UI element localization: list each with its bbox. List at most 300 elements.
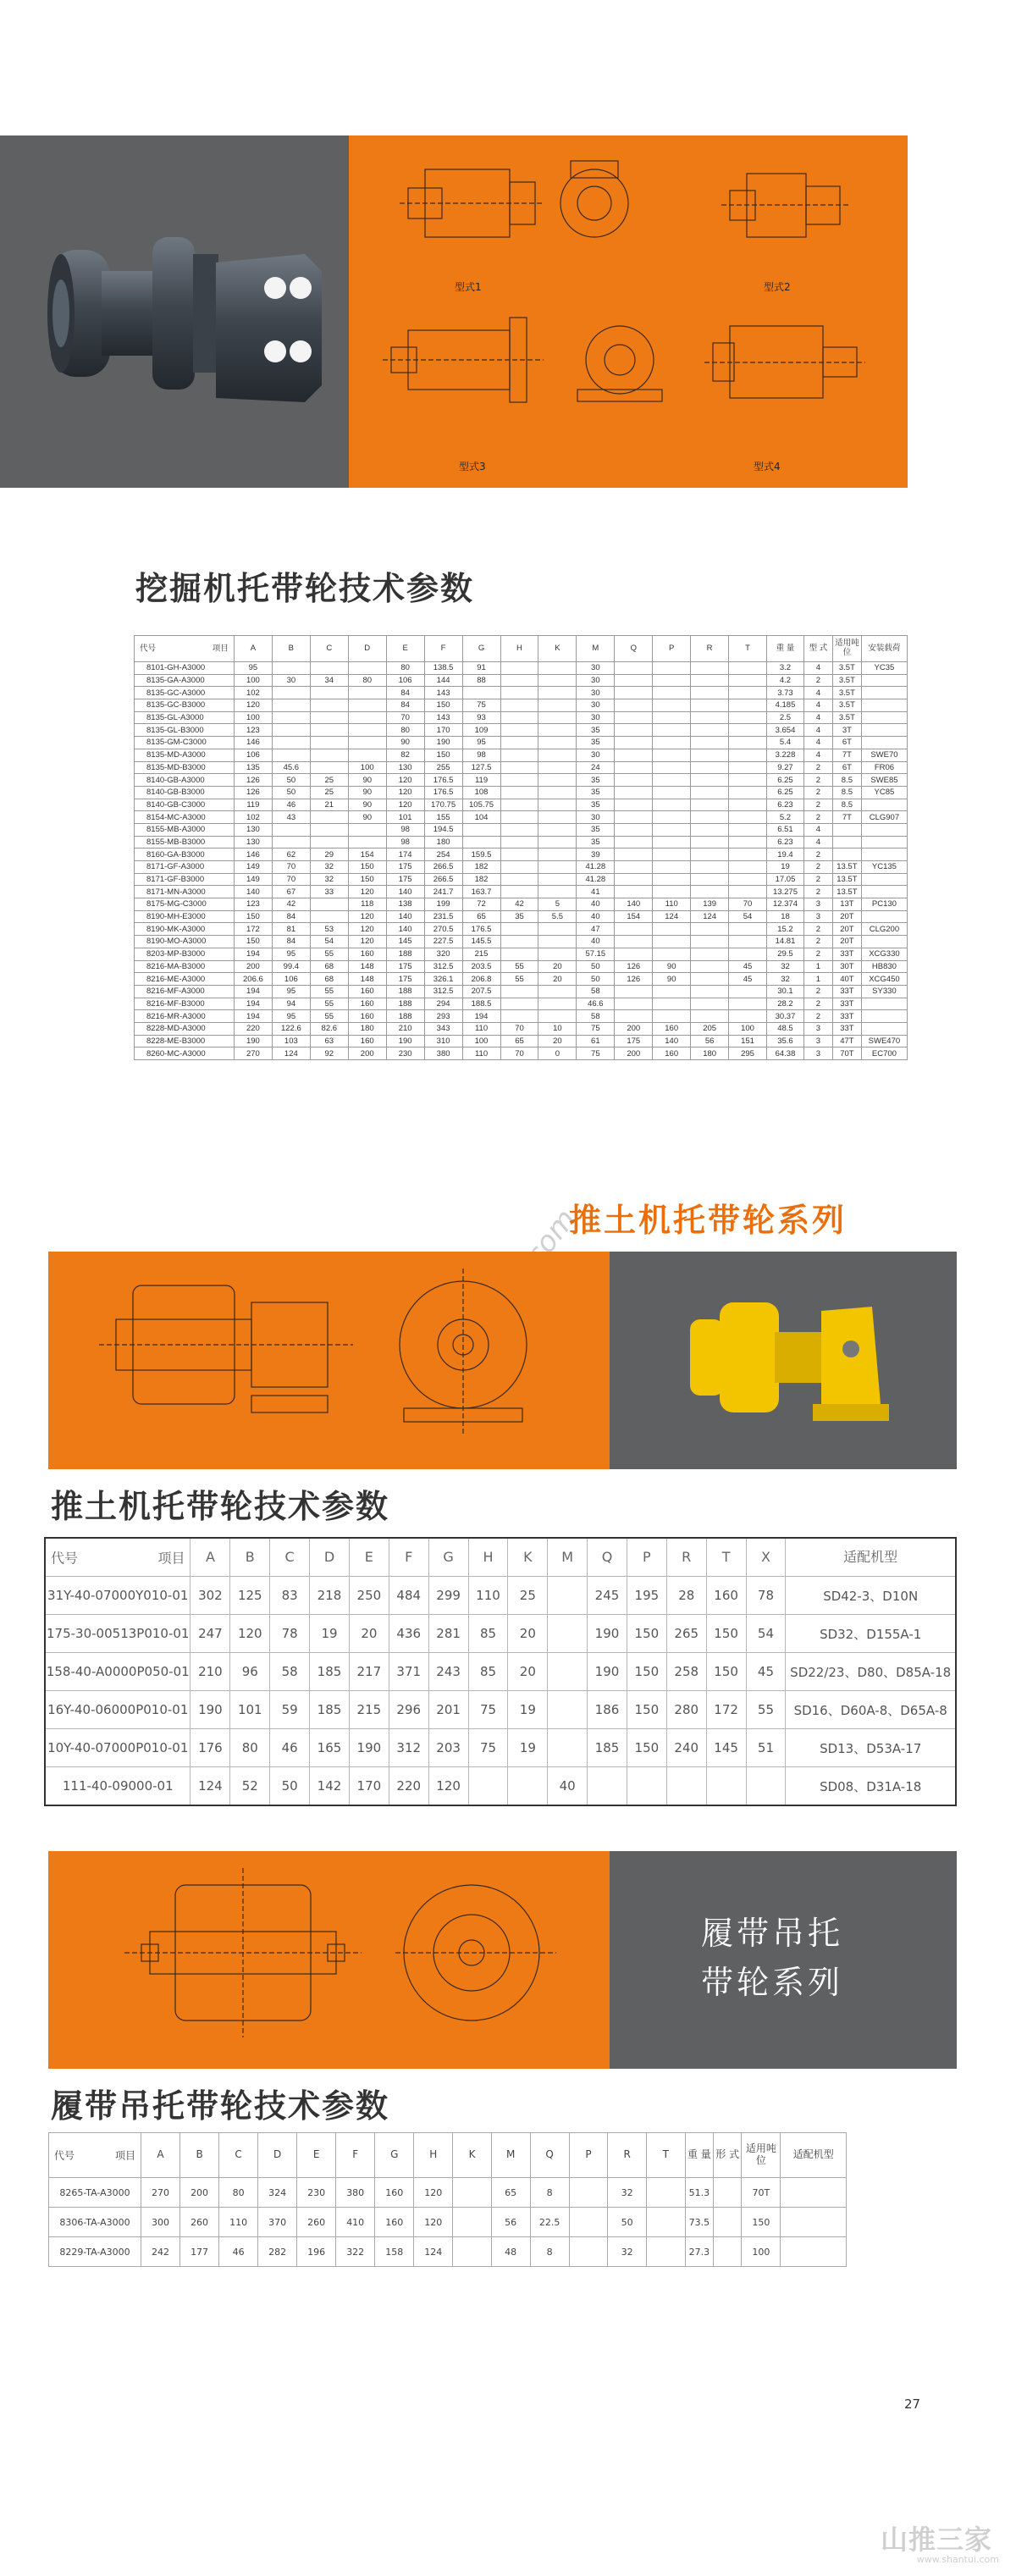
- table-cell: 281: [428, 1615, 468, 1653]
- table-cell: [729, 985, 767, 998]
- table-cell: [653, 998, 691, 1010]
- table-cell: 215: [462, 948, 500, 960]
- table-header-cell: Q: [530, 2133, 569, 2178]
- table-cell: 143: [424, 687, 462, 699]
- table-cell: [538, 711, 577, 724]
- table-cell: 151: [729, 1035, 767, 1048]
- table-cell: 186: [588, 1691, 627, 1729]
- table-cell: 247: [190, 1615, 230, 1653]
- table-cell: 155: [424, 811, 462, 824]
- bulldozer-series-title: 推土机托带轮系列: [569, 1202, 848, 1239]
- table-cell: [310, 737, 348, 749]
- table-cell: 5.4: [767, 737, 804, 749]
- table-cell-code: 8228-MD-A3000: [135, 1022, 235, 1035]
- table-cell: 20: [538, 1035, 577, 1048]
- table-row: [45, 1615, 956, 1653]
- table-header-cell: 适用吨位: [832, 636, 861, 662]
- table-cell: 27.3: [685, 2237, 714, 2267]
- diagram-caption-type3: 型式3: [459, 461, 486, 473]
- table-cell: 25: [310, 774, 348, 787]
- table-cell: 124: [653, 910, 691, 923]
- table-cell: 160: [348, 998, 386, 1010]
- table-cell: [729, 687, 767, 699]
- table-cell: 175: [615, 1035, 653, 1048]
- table-cell: 123: [234, 898, 272, 911]
- table-cell: 143: [424, 711, 462, 724]
- table-cell: 180: [348, 1022, 386, 1035]
- table-cell: 200: [234, 960, 272, 973]
- table-cell: 61: [577, 1035, 615, 1048]
- table-cell: [462, 836, 500, 849]
- table-cell: 78: [746, 1577, 786, 1615]
- table-cell: 3: [803, 1035, 832, 1048]
- table-cell: [310, 711, 348, 724]
- table-cell: 9.27: [767, 761, 804, 774]
- table-cell: [500, 687, 538, 699]
- table-cell: [310, 823, 348, 836]
- table-cell: [691, 786, 729, 799]
- table-cell: 29: [310, 849, 348, 861]
- table-cell: 163.7: [462, 886, 500, 898]
- table-cell: 140: [615, 898, 653, 911]
- table-cell: [729, 811, 767, 824]
- table-row: [45, 1653, 956, 1691]
- table-cell: [310, 687, 348, 699]
- table-cell: [310, 699, 348, 712]
- table-cell: 215: [349, 1691, 389, 1729]
- table-cell: [500, 861, 538, 874]
- table-cell: [691, 724, 729, 737]
- table-cell: [500, 873, 538, 886]
- table-cell: 188: [386, 948, 424, 960]
- table-cell: 2: [803, 774, 832, 787]
- table-cell: 45: [729, 960, 767, 973]
- table-cell: [861, 910, 907, 923]
- table-header-cell: A: [141, 2133, 180, 2178]
- table-cell: 207.5: [462, 985, 500, 998]
- table-cell: 2: [803, 786, 832, 799]
- crawler-section-title: 履带吊托带轮技术参数: [51, 2087, 390, 2125]
- table-cell: 154: [615, 910, 653, 923]
- table-cell: 68: [310, 973, 348, 986]
- table-cell: [538, 886, 577, 898]
- table-cell: 5: [538, 898, 577, 911]
- table-row: [45, 1577, 956, 1615]
- table-cell: [615, 936, 653, 948]
- table-cell: [861, 998, 907, 1010]
- table-cell: 3.654: [767, 724, 804, 737]
- table-cell: HB830: [861, 960, 907, 973]
- table-cell: [729, 711, 767, 724]
- table-cell: 28: [666, 1577, 706, 1615]
- table-header-cell: K: [538, 636, 577, 662]
- table-cell-code: 8216-MF-A3000: [135, 985, 235, 998]
- table-header-cell: E: [297, 2133, 336, 2178]
- table-cell-code: 8135-MD-B3000: [135, 761, 235, 774]
- table-cell: 194: [234, 948, 272, 960]
- table-cell: 188: [386, 998, 424, 1010]
- table-cell: [569, 2178, 608, 2208]
- table-cell: 175: [386, 861, 424, 874]
- table-cell: 40: [548, 1767, 588, 1806]
- table-cell: 194: [234, 998, 272, 1010]
- table-cell: 140: [234, 886, 272, 898]
- table-cell: 6.25: [767, 774, 804, 787]
- table-cell: 90: [348, 811, 386, 824]
- table-cell: 21: [310, 799, 348, 811]
- table-cell: [691, 749, 729, 761]
- table-cell: 150: [348, 861, 386, 874]
- table-cell: 218: [310, 1577, 350, 1615]
- table-cell: [832, 849, 861, 861]
- table-cell: [653, 749, 691, 761]
- table-cell: 13.5T: [832, 886, 861, 898]
- table-cell: SD13、D53A-17: [786, 1729, 956, 1767]
- table-cell: [500, 786, 538, 799]
- table-cell: 51.3: [685, 2178, 714, 2208]
- table-cell: 124: [190, 1767, 230, 1806]
- table-cell-code: 8260-MC-A3000: [135, 1048, 235, 1060]
- table-cell: [729, 861, 767, 874]
- table-cell: [272, 699, 310, 712]
- table-cell: [714, 2208, 742, 2237]
- table-cell: 34: [310, 674, 348, 687]
- table-row: [135, 674, 908, 687]
- table-cell: 210: [190, 1653, 230, 1691]
- table-cell: 80: [230, 1729, 270, 1767]
- table-cell: 227.5: [424, 936, 462, 948]
- table-cell: 55: [746, 1691, 786, 1729]
- table-row: [135, 910, 908, 923]
- table-header-cell: P: [569, 2133, 608, 2178]
- table-cell: 90: [348, 774, 386, 787]
- table-cell: 322: [336, 2237, 375, 2267]
- table-cell: 73.5: [685, 2208, 714, 2237]
- table-cell: 54: [746, 1615, 786, 1653]
- table-cell: [453, 2208, 492, 2237]
- table-cell: 120: [348, 886, 386, 898]
- table-header-cell: H: [468, 1538, 508, 1577]
- bulldozer-photo-panel: [610, 1252, 957, 1469]
- table-cell: [548, 1653, 588, 1691]
- table-cell: 90: [386, 737, 424, 749]
- table-cell: 180: [424, 836, 462, 849]
- table-cell: 57.15: [577, 948, 615, 960]
- table-cell: [861, 1022, 907, 1035]
- table-cell: 58: [577, 985, 615, 998]
- table-cell: [500, 948, 538, 960]
- table-cell: 101: [386, 811, 424, 824]
- table-cell: 13.5T: [832, 873, 861, 886]
- brand-logo: [881, 2525, 1008, 2565]
- table-cell: 220: [234, 1022, 272, 1035]
- table-cell: 294: [424, 998, 462, 1010]
- table-cell: 122.6: [272, 1022, 310, 1035]
- table-cell: 144: [424, 674, 462, 687]
- table-cell: 41.28: [577, 861, 615, 874]
- table-cell: 2: [803, 985, 832, 998]
- table-header-cell: B: [230, 1538, 270, 1577]
- table-cell: 20T: [832, 936, 861, 948]
- table-cell: [538, 749, 577, 761]
- table-cell: 2: [803, 674, 832, 687]
- table-cell: [861, 687, 907, 699]
- table-cell: 282: [258, 2237, 297, 2267]
- table-cell: [729, 699, 767, 712]
- table-cell: 203.5: [462, 960, 500, 973]
- table-cell: 4: [803, 699, 832, 712]
- table-cell: 46: [219, 2237, 258, 2267]
- table-cell: 217: [349, 1653, 389, 1691]
- table-cell: 95: [462, 737, 500, 749]
- table-header-cell: M: [491, 2133, 530, 2178]
- table-cell: 2: [803, 998, 832, 1010]
- table-header-cell: 适配机型: [781, 2133, 847, 2178]
- table-cell: [647, 2178, 686, 2208]
- table-cell: [615, 786, 653, 799]
- table-cell: 35: [577, 799, 615, 811]
- table-cell: SY330: [861, 985, 907, 998]
- table-cell: 40: [577, 910, 615, 923]
- table-row: [135, 737, 908, 749]
- table-header-cell: Q: [588, 1538, 627, 1577]
- table-cell: [348, 687, 386, 699]
- table-cell: 250: [349, 1577, 389, 1615]
- table-cell: CLG200: [861, 923, 907, 936]
- table-cell: [500, 811, 538, 824]
- table-cell: 102: [234, 811, 272, 824]
- table-cell: [615, 711, 653, 724]
- table-cell: 3.228: [767, 749, 804, 761]
- table-cell: 30: [272, 674, 310, 687]
- table-cell: 270: [141, 2178, 180, 2208]
- table-cell: 24: [577, 761, 615, 774]
- table-cell: [666, 1767, 706, 1806]
- table-cell: 145: [706, 1729, 746, 1767]
- table-cell: [861, 836, 907, 849]
- table-cell: 54: [310, 936, 348, 948]
- table-cell: [729, 786, 767, 799]
- table-cell: 35: [577, 724, 615, 737]
- table-cell: 2: [803, 936, 832, 948]
- table-cell: SWE470: [861, 1035, 907, 1048]
- table-cell: 6.51: [767, 823, 804, 836]
- table-cell: XCG450: [861, 973, 907, 986]
- table-cell: 80: [348, 674, 386, 687]
- carrier-roller-photo: [0, 135, 349, 488]
- table-row: [135, 811, 908, 824]
- table-cell: 75: [577, 1022, 615, 1035]
- table-cell: 185: [310, 1691, 350, 1729]
- table-cell: 55: [500, 960, 538, 973]
- table-cell: 15.2: [767, 923, 804, 936]
- table-cell: 160: [348, 985, 386, 998]
- table-cell: [729, 662, 767, 675]
- header-item-label: 项目: [115, 2149, 136, 2162]
- table-cell: [462, 687, 500, 699]
- table-header-cell: H: [414, 2133, 453, 2178]
- table-header-cell: R: [691, 636, 729, 662]
- table-cell: [861, 724, 907, 737]
- table-cell: 130: [386, 761, 424, 774]
- table-cell: 126: [615, 973, 653, 986]
- table-cell: 55: [310, 948, 348, 960]
- table-cell: 56: [491, 2208, 530, 2237]
- table-cell-code: 8154-MC-A3000: [135, 811, 235, 824]
- table-cell: [615, 836, 653, 849]
- table-cell: [691, 811, 729, 824]
- table-cell: 13T: [832, 898, 861, 911]
- table-cell: [310, 910, 348, 923]
- table-cell: 312.5: [424, 985, 462, 998]
- table-cell: 22.5: [530, 2208, 569, 2237]
- table-cell: 140: [386, 886, 424, 898]
- table-cell: 201: [428, 1691, 468, 1729]
- table-cell: 35: [577, 786, 615, 799]
- table-cell: 265: [666, 1615, 706, 1653]
- table-cell: 120: [348, 910, 386, 923]
- table-cell: 106: [386, 674, 424, 687]
- table-cell: 0: [538, 1048, 577, 1060]
- table-header-cell: P: [653, 636, 691, 662]
- table-cell: 95: [272, 948, 310, 960]
- table-cell: 310: [424, 1035, 462, 1048]
- table-header-cell: M: [548, 1538, 588, 1577]
- table-cell: 109: [462, 724, 500, 737]
- table-cell: [861, 823, 907, 836]
- table-cell: 175: [386, 960, 424, 973]
- table-cell: 35: [577, 774, 615, 787]
- table-cell: [500, 936, 538, 948]
- table-cell: 30: [577, 662, 615, 675]
- bulldozer-spec-table: [44, 1537, 957, 1806]
- table-cell: [462, 823, 500, 836]
- table-cell: 150: [348, 873, 386, 886]
- table-cell: [861, 1010, 907, 1023]
- table-cell: 95: [272, 1010, 310, 1023]
- table-cell: 68: [310, 960, 348, 973]
- table-cell: 120: [348, 923, 386, 936]
- table-cell: 138.5: [424, 662, 462, 675]
- table-cell: [832, 823, 861, 836]
- table-cell: 65: [500, 1035, 538, 1048]
- table-cell: 63: [310, 1035, 348, 1048]
- table-cell: 371: [389, 1653, 428, 1691]
- table-row: [135, 724, 908, 737]
- table-cell: 146: [234, 849, 272, 861]
- table-cell: 2: [803, 923, 832, 936]
- table-cell-code: 8228-ME-B3000: [135, 1035, 235, 1048]
- table-cell: [615, 849, 653, 861]
- table-cell: [500, 761, 538, 774]
- table-cell: 75: [462, 699, 500, 712]
- table-cell: 436: [389, 1615, 428, 1653]
- table-cell: 194.5: [424, 823, 462, 836]
- table-header-cell: A: [190, 1538, 230, 1577]
- table-cell: [538, 799, 577, 811]
- table-cell: 45.6: [272, 761, 310, 774]
- table-cell: [691, 998, 729, 1010]
- table-cell: 42: [500, 898, 538, 911]
- bulldozer-diagram-panel: [48, 1252, 610, 1469]
- table-cell: [538, 662, 577, 675]
- table-cell: 50: [272, 774, 310, 787]
- table-cell: [310, 662, 348, 675]
- table-cell: 4: [803, 711, 832, 724]
- table-cell-code: 8160-GA-B3000: [135, 849, 235, 861]
- table-cell: [653, 811, 691, 824]
- table-cell: 103: [272, 1035, 310, 1048]
- table-cell: [548, 1615, 588, 1653]
- table-row: [135, 786, 908, 799]
- table-header-cell: 重 量: [685, 2133, 714, 2178]
- table-cell: 1: [803, 973, 832, 986]
- table-cell: 203: [428, 1729, 468, 1767]
- table-cell: 120: [234, 699, 272, 712]
- table-cell: [538, 811, 577, 824]
- table-cell-code: 8203-MP-B3000: [135, 948, 235, 960]
- table-row: [135, 662, 908, 675]
- table-cell: 32: [767, 960, 804, 973]
- table-cell: 180: [691, 1048, 729, 1060]
- table-cell: [272, 724, 310, 737]
- table-cell: 4: [803, 836, 832, 849]
- table-cell: [500, 836, 538, 849]
- table-cell: 190: [588, 1615, 627, 1653]
- table-cell: 172: [234, 923, 272, 936]
- table-cell: 30T: [832, 960, 861, 973]
- table-cell: 295: [729, 1048, 767, 1060]
- table-header-cell: F: [336, 2133, 375, 2178]
- table-cell: 174: [386, 849, 424, 861]
- table-cell: 182: [462, 861, 500, 874]
- table-cell: [729, 873, 767, 886]
- table-row: [135, 687, 908, 699]
- table-cell: SD42-3、D10N: [786, 1577, 956, 1615]
- table-cell: [653, 886, 691, 898]
- table-cell: YC85: [861, 786, 907, 799]
- table-cell: [615, 1010, 653, 1023]
- table-cell: 190: [190, 1691, 230, 1729]
- table-cell: 50: [270, 1767, 310, 1806]
- table-cell-code: 16Y-40-06000P010-01: [45, 1691, 190, 1729]
- table-cell-code: 8229-TA-A3000: [49, 2237, 141, 2267]
- header-code-label: 代号: [51, 1550, 79, 1567]
- table-header-code-item: [49, 2133, 141, 2178]
- table-cell: [348, 737, 386, 749]
- table-cell: 150: [627, 1615, 666, 1653]
- table-cell: 70: [272, 861, 310, 874]
- table-cell: 14.81: [767, 936, 804, 948]
- table-cell: 47T: [832, 1035, 861, 1048]
- table-cell: [653, 823, 691, 836]
- table-cell: 40: [577, 898, 615, 911]
- table-cell: 30.1: [767, 985, 804, 998]
- crawler-diagram-panel: [48, 1851, 610, 2069]
- table-cell: 194: [234, 1010, 272, 1023]
- table-cell: 160: [706, 1577, 746, 1615]
- table-cell: 254: [424, 849, 462, 861]
- table-cell-code: 8190-MK-A3000: [135, 923, 235, 936]
- table-header-cell: A: [234, 636, 272, 662]
- table-row: [49, 2208, 847, 2237]
- table-cell: [691, 948, 729, 960]
- table-header-cell: 重 量: [767, 636, 804, 662]
- table-cell: [588, 1767, 627, 1806]
- table-row: [45, 1691, 956, 1729]
- crawler-title-panel: [610, 1851, 957, 2069]
- table-header-cell: B: [272, 636, 310, 662]
